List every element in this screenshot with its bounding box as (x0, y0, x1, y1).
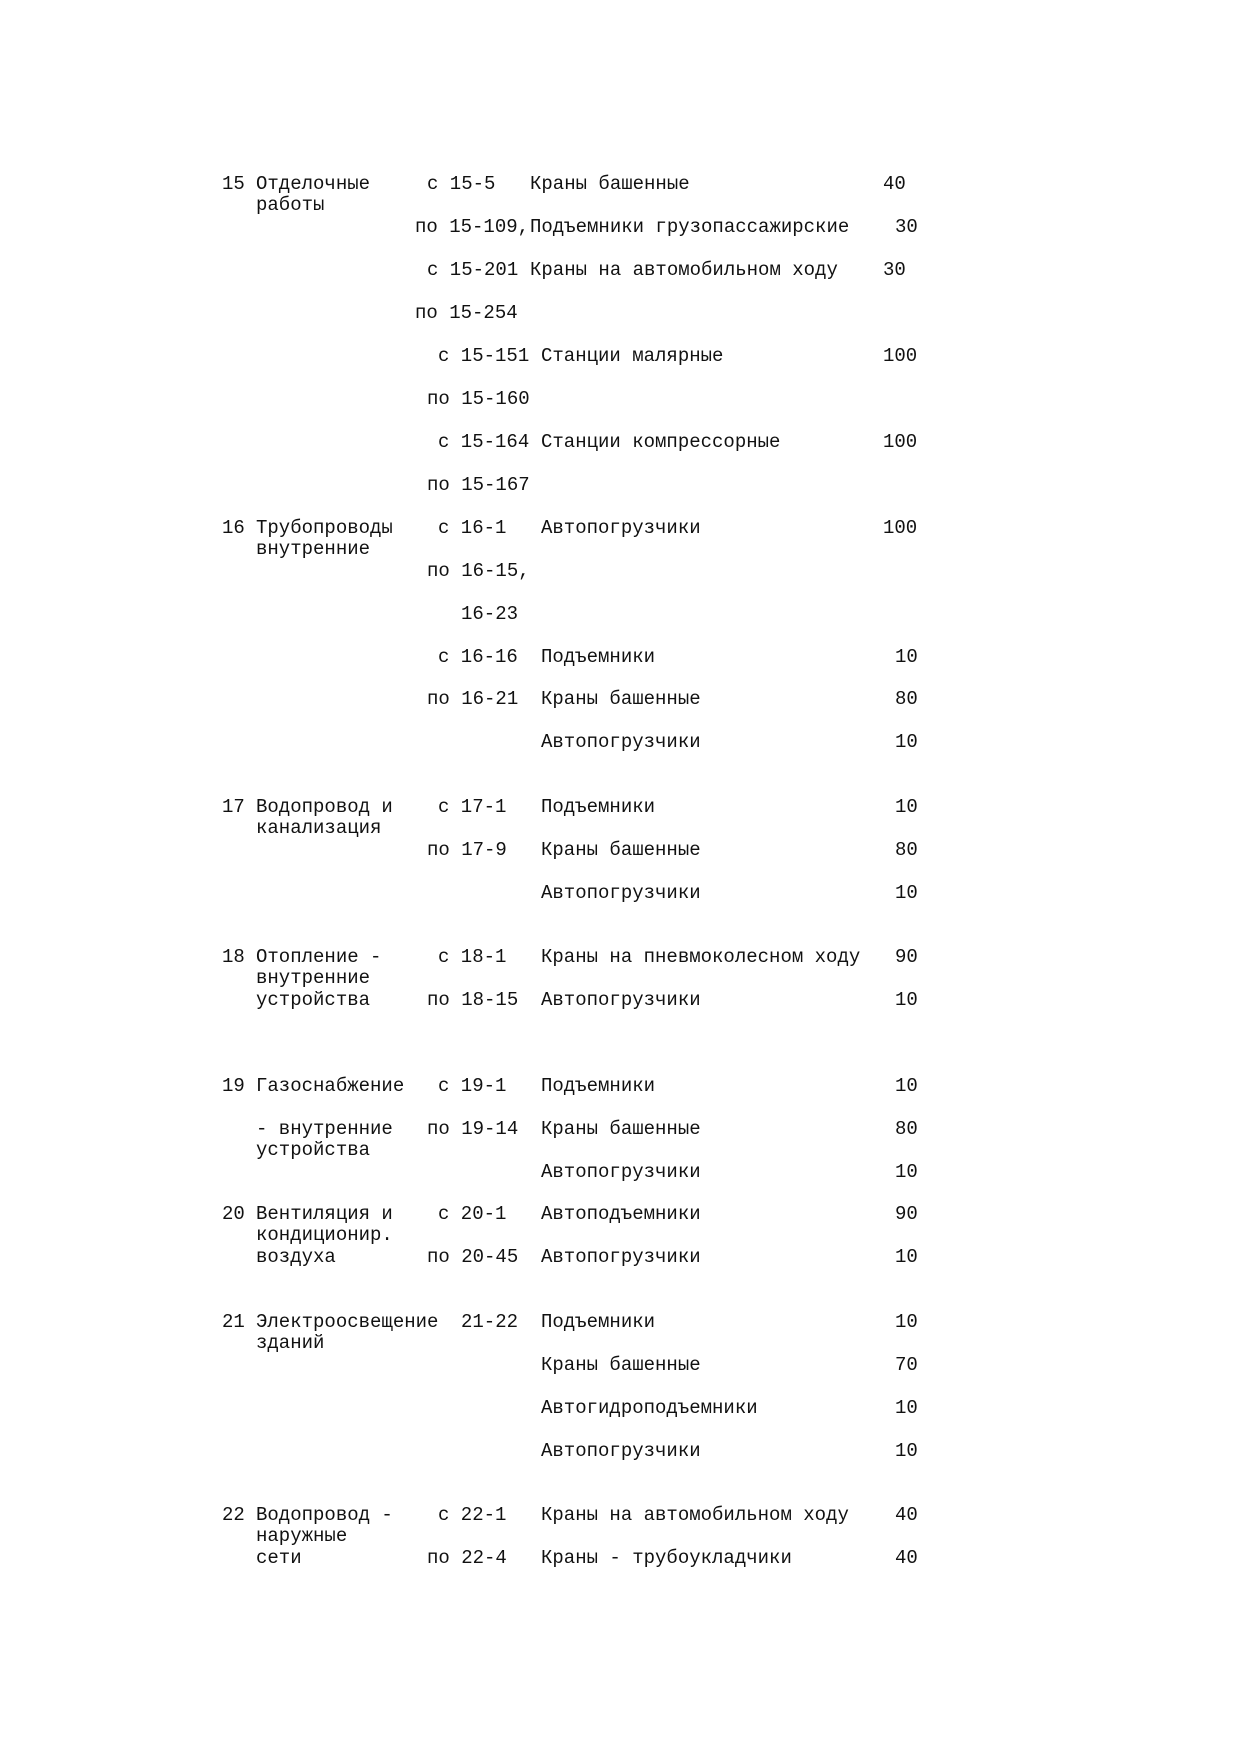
norm-code-range: по 15-160 (427, 388, 530, 410)
percent-value: 90 (895, 946, 918, 968)
machine-name: Автопогрузчики (541, 989, 701, 1011)
percent-value: 10 (895, 1161, 918, 1183)
machine-name: Станции малярные (541, 345, 724, 367)
norm-code-range: по 16-15, (427, 560, 530, 582)
section-title: Трубопроводы (256, 517, 393, 539)
machine-name: Автоподъемники (541, 1203, 701, 1225)
section-number: 22 (222, 1504, 245, 1526)
percent-value: 80 (895, 1118, 918, 1140)
percent-value: 30 (883, 259, 906, 281)
percent-value: 100 (883, 517, 918, 539)
norm-code-range: по 22-4 (427, 1547, 507, 1569)
machine-name: Краны башенные (541, 1354, 701, 1376)
machine-name: Краны башенные (541, 1118, 701, 1140)
norm-code-range: с 20-1 (438, 1203, 507, 1225)
section-title: устройства (256, 1139, 371, 1161)
machine-name: Краны на автомобильном ходу (541, 1504, 849, 1526)
section-title: Водопровод - (256, 1504, 393, 1526)
percent-value: 80 (895, 688, 918, 710)
section-number: 15 (222, 173, 245, 195)
machine-name: Станции компрессорные (541, 431, 781, 453)
norm-code-range: 21-22 (461, 1311, 519, 1333)
section-title: Водопровод и (256, 796, 393, 818)
percent-value: 70 (895, 1354, 918, 1376)
section-title: внутренние (256, 538, 371, 560)
section-title: Вентиляция и (256, 1203, 393, 1225)
machine-name: Подъемники (541, 646, 656, 668)
norm-code-range: по 19-14 (427, 1118, 519, 1140)
percent-value: 10 (895, 796, 918, 818)
norm-code-range: по 15-254 (415, 302, 518, 324)
norm-code-range: с 19-1 (438, 1075, 507, 1097)
machine-name: Краны башенные (541, 839, 701, 861)
section-title: сети (256, 1547, 302, 1569)
machine-name: Автопогрузчики (541, 731, 701, 753)
section-title: работы (256, 194, 325, 216)
norm-code-range: по 15-109, (415, 216, 530, 238)
percent-value: 10 (895, 646, 918, 668)
machine-name: Автопогрузчики (541, 882, 701, 904)
section-number: 20 (222, 1203, 245, 1225)
norm-code-range: с 15-151 (438, 345, 530, 367)
percent-value: 40 (895, 1547, 918, 1569)
section-title: устройства (256, 989, 371, 1011)
section-title: Газоснабжение (256, 1075, 405, 1097)
machine-name: Краны на автомобильном ходу (530, 259, 838, 281)
section-title: зданий (256, 1332, 325, 1354)
machine-name: Краны башенные (541, 688, 701, 710)
section-title: кондиционир. (256, 1224, 393, 1246)
norm-code-range: с 15-164 (438, 431, 530, 453)
machine-name: Автопогрузчики (541, 1246, 701, 1268)
machine-name: Подъемники (541, 796, 656, 818)
section-title: наружные (256, 1525, 348, 1547)
machine-name: Краны башенные (530, 173, 690, 195)
norm-code-range: с 15-201 (427, 259, 519, 281)
percent-value: 80 (895, 839, 918, 861)
norm-code-range: с 16-16 (438, 646, 518, 668)
section-title: Электроосвещение (256, 1311, 439, 1333)
machine-name: Краны - трубоукладчики (541, 1547, 792, 1569)
norm-code-range: с 16-1 (438, 517, 507, 539)
percent-value: 100 (883, 345, 918, 367)
norm-code-range: по 16-21 (427, 688, 519, 710)
machine-name: Подъемники грузопассажирские (530, 216, 850, 238)
section-number: 16 (222, 517, 245, 539)
percent-value: 10 (895, 989, 918, 1011)
machine-name: Подъемники (541, 1075, 656, 1097)
percent-value: 10 (895, 731, 918, 753)
norm-code-range: по 18-15 (427, 989, 519, 1011)
percent-value: 10 (895, 1397, 918, 1419)
machine-name: Подъемники (541, 1311, 656, 1333)
machine-name: Автогидроподъемники (541, 1397, 758, 1419)
machine-name: Автопогрузчики (541, 1440, 701, 1462)
section-title: Отделочные (256, 173, 371, 195)
machine-name: Краны на пневмоколесном ходу (541, 946, 861, 968)
percent-value: 40 (883, 173, 906, 195)
norm-code-range: с 22-1 (438, 1504, 507, 1526)
section-number: 21 (222, 1311, 245, 1333)
norm-code-range: с 15-5 (427, 173, 496, 195)
machine-name: Автопогрузчики (541, 1161, 701, 1183)
percent-value: 10 (895, 1075, 918, 1097)
section-title: канализация (256, 817, 382, 839)
norm-code-range: по 15-167 (427, 474, 530, 496)
section-number: 18 (222, 946, 245, 968)
section-title: внутренние (256, 967, 371, 989)
percent-value: 30 (895, 216, 918, 238)
percent-value: 10 (895, 882, 918, 904)
section-title: Отопление - (256, 946, 382, 968)
percent-value: 10 (895, 1246, 918, 1268)
norm-code-range: с 17-1 (438, 796, 507, 818)
section-title: - внутренние (256, 1118, 393, 1140)
section-number: 19 (222, 1075, 245, 1097)
norm-code-range: с 18-1 (438, 946, 507, 968)
percent-value: 10 (895, 1311, 918, 1333)
norm-code-range: по 17-9 (427, 839, 507, 861)
machine-name: Автопогрузчики (541, 517, 701, 539)
norm-code-range: 16-23 (461, 603, 519, 625)
percent-value: 90 (895, 1203, 918, 1225)
section-title: воздуха (256, 1246, 336, 1268)
percent-value: 10 (895, 1440, 918, 1462)
percent-value: 100 (883, 431, 918, 453)
section-number: 17 (222, 796, 245, 818)
percent-value: 40 (895, 1504, 918, 1526)
norm-code-range: по 20-45 (427, 1246, 519, 1268)
